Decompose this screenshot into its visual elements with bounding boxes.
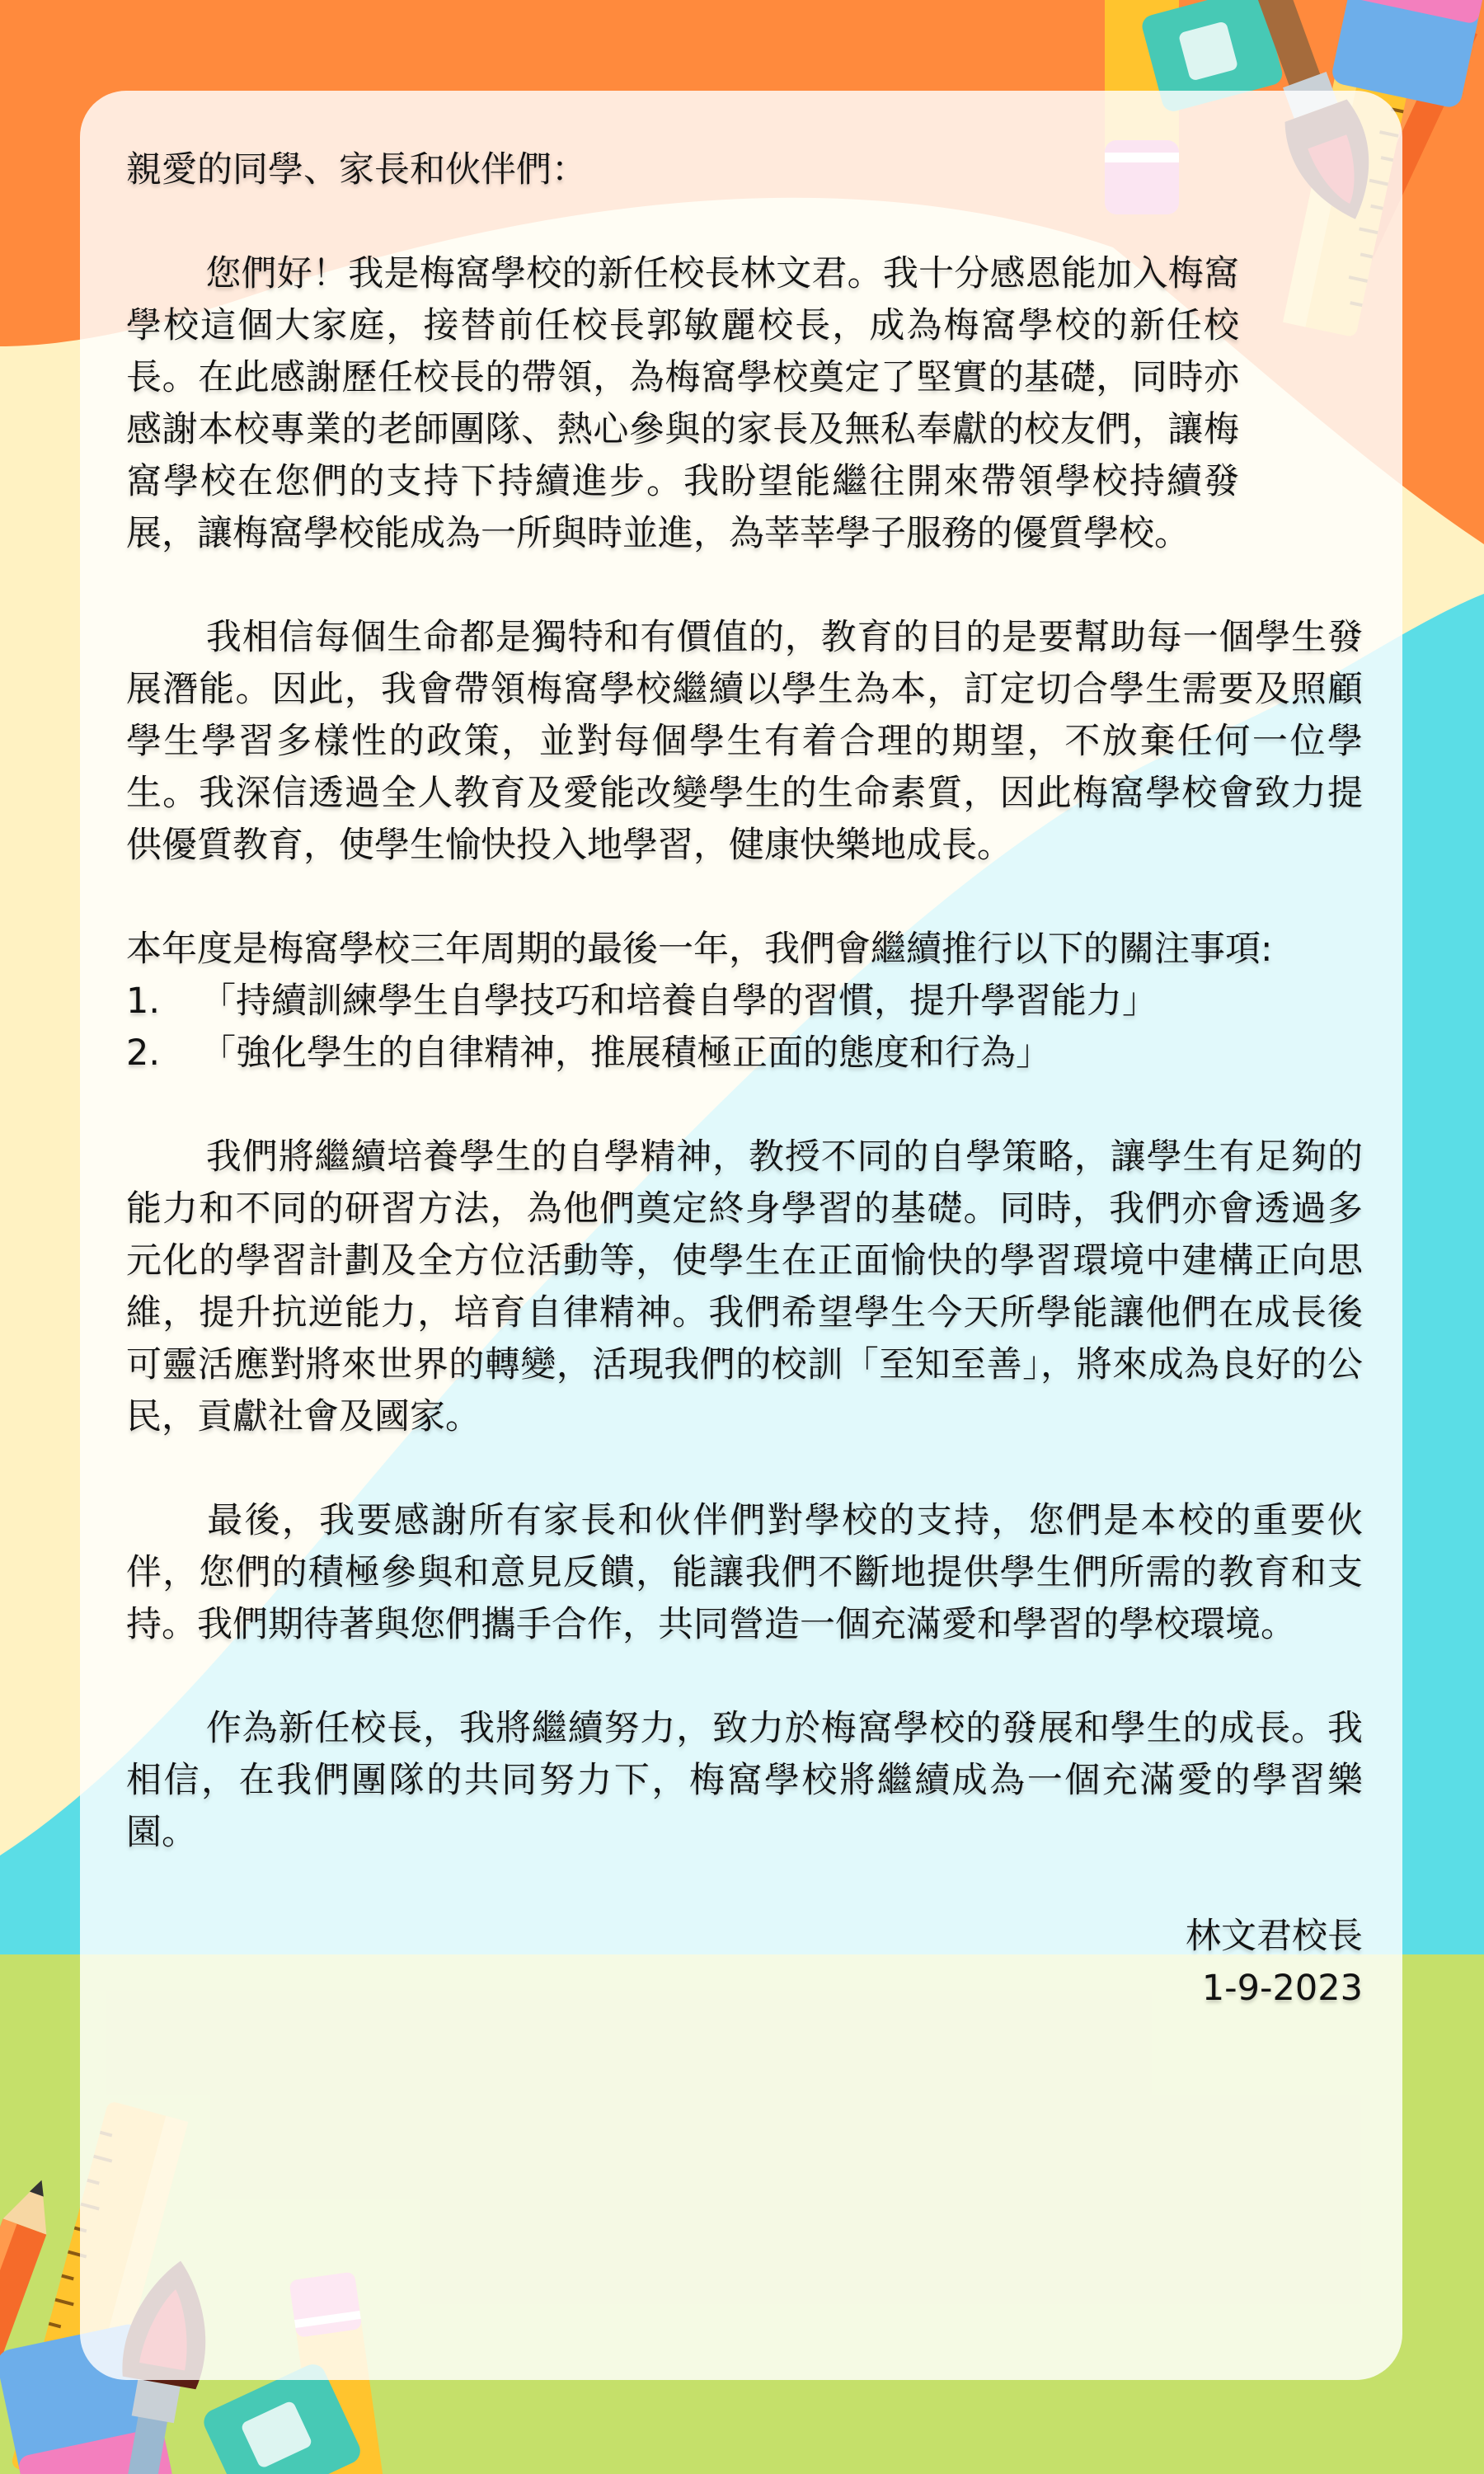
paragraph-text: 最後，我要感謝所有家長和伙伴們對學校的支持，您們是本校的重要伙伴，您們的積極參與和意見反饋，能讓我們不斷地提供學生們所需的教育和支持。我們期待著與您們攜手合作，共同營造一個充滿愛和學習的學校環境。 xyxy=(126,1500,1363,1645)
signature-name: 林文君校長 xyxy=(1186,1916,1363,1957)
salutation: 親愛的同學、家長和伙伴們： xyxy=(126,149,587,190)
paragraph-text: 作為新任校長，我將繼續努力，致力於梅窩學校的發展和學生的成長。我相信，在我們團隊的共同努力下，梅窩學校將繼續成為一個充滿愛的學習樂園。 xyxy=(126,1708,1363,1853)
list-item xyxy=(126,1028,1363,1079)
signature-date: 1-9-2023 xyxy=(1201,1968,1363,2009)
letter-body xyxy=(126,144,1363,2015)
major-concerns-intro: 本年度是梅窩學校三年周期的最後一年，我們會繼續推行以下的關注事項: xyxy=(126,929,1273,970)
major-concerns-list xyxy=(126,976,1363,1079)
paragraph-text: 我相信每個生命都是獨特和有價值的，教育的目的是要幫助每一個學生發展潛能。因此，我會帶領梅窩學校繼續以學生為本，訂定切合學生需要及照顧學生學習多樣性的政策，並對每個學生有着合理的期望，不放棄任何一位學生。我深信透過全人教育及愛能改變學生的生命素質，因此梅窩學校會致力提供優質教育，使學生愉快投入地學習，健康快樂地成長。 xyxy=(126,617,1363,866)
signature-block xyxy=(126,1911,1363,2015)
paragraph-closing xyxy=(126,1703,1363,1859)
list-item-number: 2. xyxy=(126,1032,161,1074)
major-concerns xyxy=(126,924,1363,1079)
paragraph-thanks xyxy=(126,1495,1363,1651)
list-item xyxy=(126,976,1363,1028)
paragraph-beliefs xyxy=(126,612,1363,872)
paragraph-introduction xyxy=(126,248,1239,560)
paragraph-text: 您們好！我是梅窩學校的新任校長林文君。我十分感恩能加入梅窩學校這個大家庭，接替前任校長郭敏麗校長，成為梅窩學校的新任校長。在此感謝歷任校長的帶領，為梅窩學校奠定了堅實的基礎，同時亦感謝本校專業的老師團隊、熱心參與的家長及無私奉獻的校友們，讓梅窩學校在您們的支持下持續進步。我盼望能繼往開來帶領學校持續發展，讓梅窩學校能成為一所與時並進，為莘莘學子服務的優質學校。 xyxy=(126,253,1239,554)
list-item-text: 「持續訓練學生自學技巧和培養自學的習慣，提升學習能力」 xyxy=(200,981,1158,1022)
paragraph-text: 我們將繼續培養學生的自學精神，教授不同的自學策略，讓學生有足夠的能力和不同的研習方法，為他們奠定終身學習的基礎。同時，我們亦會透過多元化的學習計劃及全方位活動等，使學生在正面愉快的學習環境中建構正向思維，提升抗逆能力，培育自律精神。我們希望學生今天所學能讓他們在成長後可靈活應對將來世界的轉變，活現我們的校訓「至知至善」，將來成為良好的公民，貢獻社會及國家。 xyxy=(126,1136,1363,1437)
list-item-text: 「強化學生的自律精神，推展積極正面的態度和行為」 xyxy=(200,1032,1051,1074)
list-item-number: 1. xyxy=(126,981,161,1022)
paragraph-self-learning xyxy=(126,1131,1363,1443)
